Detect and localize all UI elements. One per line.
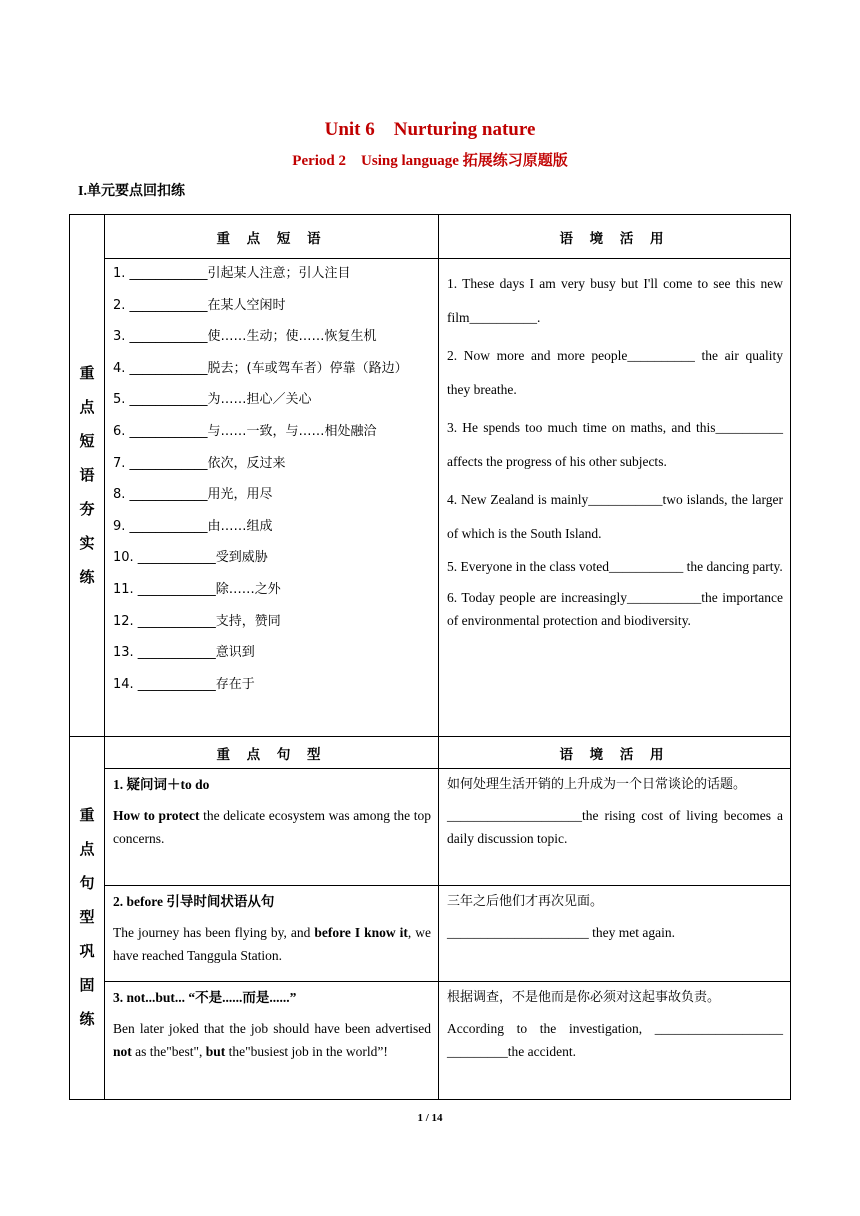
phrase-list-cell (105, 259, 439, 737)
english-blank: _____________________ they met again. (447, 925, 675, 940)
context-question: 5. Everyone in the class voted___________ the dancing party. (447, 559, 783, 574)
page-subtitle: Period 2 Using language 拓展练习原题版 (292, 153, 568, 169)
sentence-exercise-cell (439, 769, 791, 886)
pattern-heading: 3. not...but... “不是......而是......” (113, 990, 297, 1005)
phrase-item: 7. ____________依次，反过来 (113, 455, 286, 471)
context-question: 4. New Zealand is mainly___________two islands, the larger of which is the South Island. (447, 492, 783, 541)
sentences-side-label: 重 点 句 型 巩 固 练 (70, 737, 105, 1100)
phrase-item: 3. ____________使……生动；使……恢复生机 (113, 329, 377, 345)
phrase-item: 11. ____________除……之外 (113, 581, 281, 597)
sentence-pattern-cell (105, 769, 439, 886)
sentence-exercise-cell (439, 982, 791, 1100)
phrase-item: 12. ____________支持，赞同 (113, 613, 281, 629)
pattern-example: Ben later joked that the job should have been advertised not as the"best", but the"busiest job in the world”! (113, 1021, 431, 1059)
phrase-item: 2. ____________在某人空闲时 (113, 297, 286, 313)
english-blank: ____________________the rising cost of living becomes a daily discussion topic. (447, 808, 783, 846)
phrase-item: 4. ____________脱去；(车或驾车者）停靠（路边） (113, 360, 408, 376)
context-question: 3. He spends too much time on maths, and this__________ affects the progress of his other subjects. (447, 420, 783, 469)
page-number: 1 / 14 (417, 1112, 443, 1124)
pattern-example: How to protect the delicate ecosystem was among the top concerns. (113, 808, 431, 846)
phrases-side-label: 重 点 短 语 夯 实 练 (70, 215, 105, 737)
english-blank: According to the investigation, ___________________ _________the accident. (447, 1021, 783, 1059)
context-question: 6. Today people are increasingly___________the importance of environmental protection and biodiversity. (447, 590, 783, 628)
sentences-header-right: 语 境 活 用 (439, 737, 791, 769)
phrase-item: 13. ____________意识到 (113, 645, 255, 661)
phrase-list (105, 259, 438, 707)
phrases-header-left: 重 点 短 语 (105, 215, 439, 259)
section-heading: I.单元要点回扣练 (78, 184, 185, 199)
exercise-table (69, 214, 791, 1100)
phrase-item: 8. ____________用光，用尽 (113, 487, 273, 503)
sentence-pattern-cell (105, 886, 439, 982)
sentence-pattern-cell (105, 982, 439, 1100)
sentences-header-left: 重 点 句 型 (105, 737, 439, 769)
chinese-prompt: 三年之后他们才再次见面。 (447, 894, 604, 909)
pattern-heading: 1. 疑问词＋to do (113, 777, 210, 792)
phrase-item: 5. ____________为……担心／关心 (113, 392, 312, 408)
phrase-item: 6. ____________与……一致，与……相处融洽 (113, 423, 377, 439)
context-question: 1. These days I am very busy but I'll come to see this new film__________. (447, 276, 783, 325)
chinese-prompt: 根据调查，不是他而是你必须对这起事故负责。 (447, 990, 721, 1005)
pattern-heading: 2. before 引导时间状语从句 (113, 894, 275, 909)
context-exercise-cell (439, 259, 791, 737)
phrase-item: 14. ____________存在于 (113, 676, 255, 692)
context-question: 2. Now more and more people__________ the air quality they breathe. (447, 348, 783, 397)
phrase-item: 9. ____________由……组成 (113, 518, 273, 534)
pattern-example: The journey has been flying by, and before I know it, we have reached Tanggula Station. (113, 925, 431, 963)
phrase-item: 10. ____________受到威胁 (113, 550, 268, 566)
phrases-header-right: 语 境 活 用 (439, 215, 791, 259)
sentence-exercise-cell (439, 886, 791, 982)
phrase-item: 1. ____________引起某人注意；引人注目 (113, 266, 351, 281)
chinese-prompt: 如何处理生活开销的上升成为一个日常谈论的话题。 (447, 777, 747, 792)
page-title: Unit 6 Nurturing nature (324, 119, 536, 140)
